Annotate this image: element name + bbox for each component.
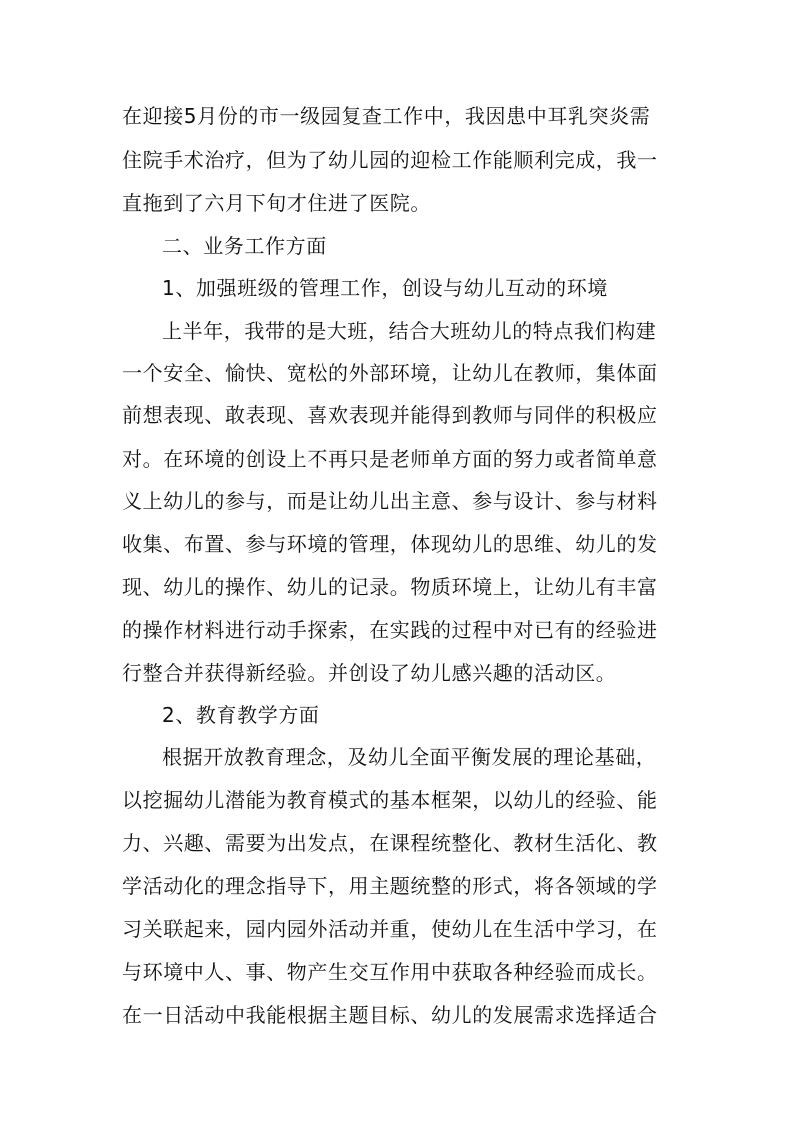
text-line: 上半年，我带的是大班，结合大班幼儿的特点我们构建 <box>162 319 657 343</box>
text-line: 与环境中人、事、物产生交互作用中获取各种经验而成长。 <box>122 960 658 984</box>
text-line: 一个安全、愉快、宽松的外部环境，让幼儿在教师，集体面 <box>122 361 658 385</box>
text-line: 对。在环境的创设上不再只是老师单方面的努力或者简单意 <box>122 447 658 471</box>
subsection-heading: 1、加强班级的管理工作，创设与幼儿互动的环境 <box>162 276 608 300</box>
section-heading: 二、业务工作方面 <box>162 234 327 258</box>
text-line: 行整合并获得新经验。并创设了幼儿感兴趣的活动区。 <box>122 661 617 685</box>
text-line: 收集、布置、参与环境的管理，体现幼儿的思维、幼儿的发 <box>122 532 658 556</box>
text-line: 直拖到了六月下旬才住进了医院。 <box>122 191 431 215</box>
text-line: 力、兴趣、需要为出发点，在课程统整化、教材生活化、教 <box>122 831 658 855</box>
subsection-heading: 2、教育教学方面 <box>162 703 320 727</box>
text-line: 住院手术治疗，但为了幼儿园的迎检工作能顺利完成，我一 <box>122 148 658 172</box>
text-line: 现、幼儿的操作、幼儿的记录。物质环境上，让幼儿有丰富 <box>122 575 658 599</box>
text-line: 义上幼儿的参与，而是让幼儿出主意、参与设计、参与材料 <box>122 489 658 513</box>
text-line: 以挖掘幼儿潜能为教育模式的基本框架，以幼儿的经验、能 <box>122 788 658 812</box>
text-line: 在一日活动中我能根据主题目标、幼儿的发展需求选择适合 <box>122 1003 658 1027</box>
text-line: 根据开放教育理念，及幼儿全面平衡发展的理论基础， <box>162 745 657 769</box>
text-line: 在迎接5月份的市一级园复查工作中，我因患中耳乳突炎需 <box>122 104 651 128</box>
text-line: 的操作材料进行动手探索，在实践的过程中对已有的经验进 <box>122 618 658 642</box>
text-line: 前想表现、敢表现、喜欢表现并能得到教师与同伴的积极应 <box>122 403 658 427</box>
text-line: 习关联起来，园内园外活动并重，使幼儿在生活中学习，在 <box>122 917 658 941</box>
text-line: 学活动化的理念指导下，用主题统整的形式，将各领域的学 <box>122 874 658 898</box>
